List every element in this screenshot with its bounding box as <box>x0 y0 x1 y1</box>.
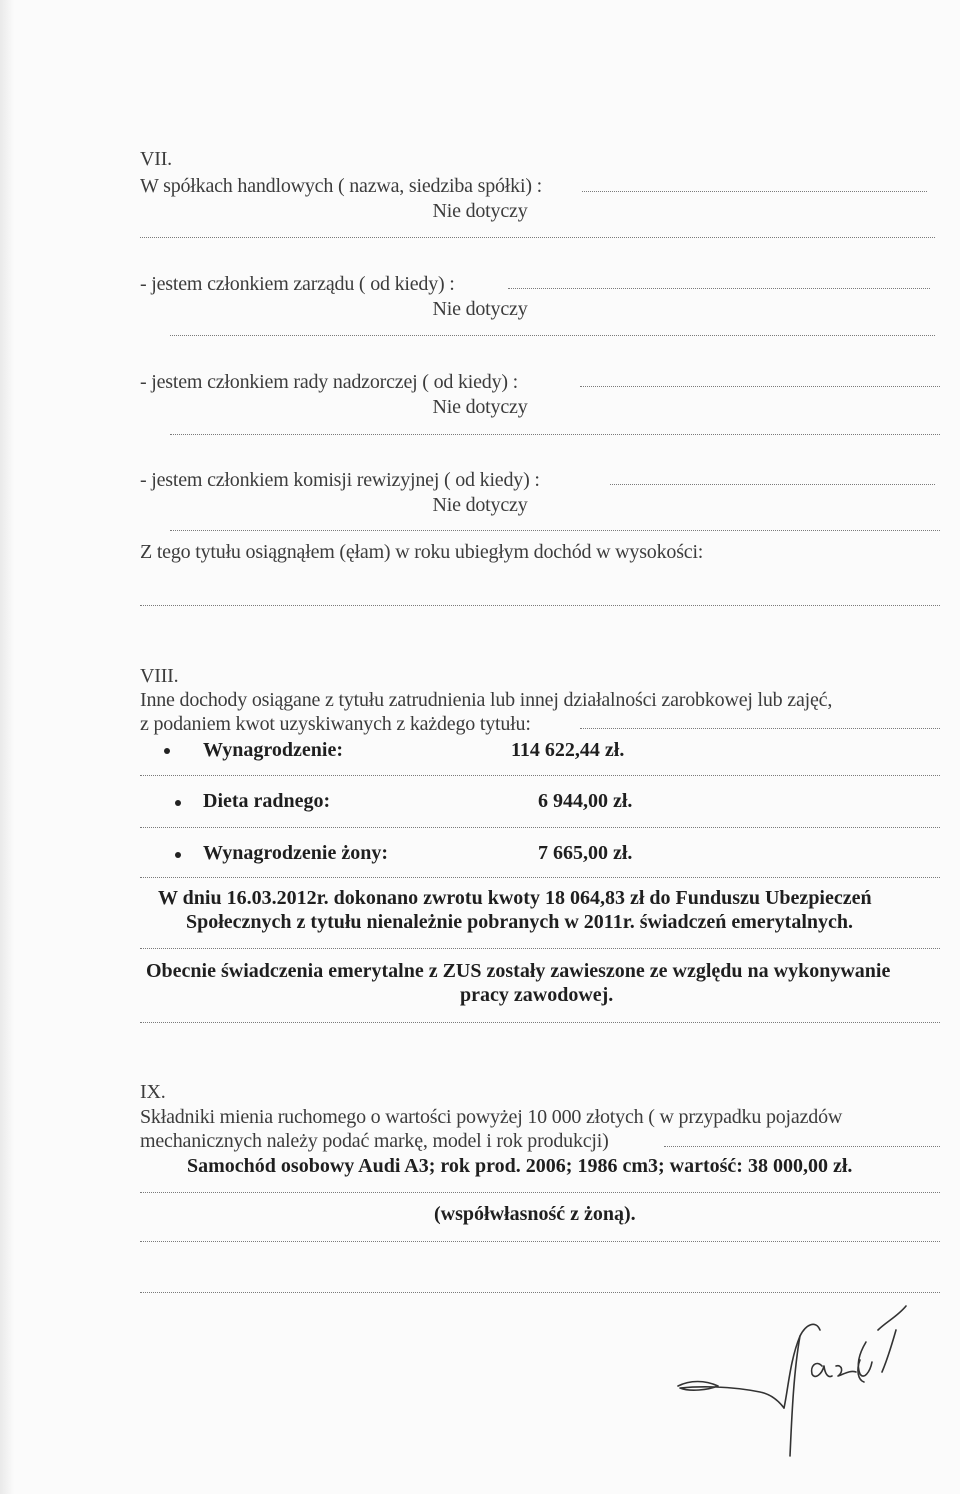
dotted-line <box>140 1292 940 1293</box>
dotted-line <box>140 877 940 878</box>
dotted-line <box>508 288 930 289</box>
audit-committee-label: - jestem członkiem komisji rewizyjnej ( od kiedy) : <box>140 469 540 491</box>
dotted-line <box>140 1241 940 1242</box>
income-item-value: 6 944,00 zł. <box>538 790 633 812</box>
bullet <box>175 800 181 806</box>
dotted-line <box>580 386 940 387</box>
dotted-line <box>140 1192 940 1193</box>
refund-note-line1: W dniu 16.03.2012r. dokonano zwrotu kwoty 18 064,83 zł do Funduszu Ubezpieczeń <box>158 887 872 909</box>
income-item-label: Wynagrodzenie: <box>203 739 343 761</box>
co-ownership-answer: (współwłasność z żoną). <box>434 1203 636 1225</box>
companies-answer: Nie dotyczy <box>432 200 528 222</box>
section-viii-heading: VIII. <box>140 665 179 687</box>
supervisory-board-label: - jestem członkiem rady nadzorczej ( od kiedy) : <box>140 371 519 393</box>
income-item-value: 7 665,00 zł. <box>538 842 633 864</box>
movable-property-line1: Składniki mienia ruchomego o wartości powyżej 10 000 złotych ( w przypadku pojazdów <box>140 1106 843 1128</box>
dotted-line <box>140 775 940 776</box>
supervisory-board-answer: Nie dotyczy <box>432 396 528 418</box>
refund-note-line2: Społecznych z tytułu nienależnie pobranych w 2011r. świadczeń emerytalnych. <box>186 911 854 933</box>
dotted-line <box>580 728 940 729</box>
bullet <box>164 748 170 754</box>
scan-edge-shadow <box>0 0 14 1494</box>
board-member-answer: Nie dotyczy <box>432 298 528 320</box>
handwritten-signature <box>660 1300 940 1470</box>
dotted-line <box>140 237 935 238</box>
dotted-line <box>582 191 927 192</box>
movable-property-line2: mechanicznych należy podać markę, model i rok produkcji) <box>140 1130 609 1152</box>
audit-committee-answer: Nie dotyczy <box>432 494 528 516</box>
dotted-line <box>140 1022 940 1023</box>
dotted-line <box>140 605 940 606</box>
dotted-line <box>170 434 940 435</box>
pension-note-line2: pracy zawodowej. <box>460 984 614 1006</box>
pension-note-line1: Obecnie świadczenia emerytalne z ZUS zostały zawieszone ze względu na wykonywanie <box>146 960 891 982</box>
section-ix-heading: IX. <box>140 1081 166 1103</box>
dotted-line <box>140 827 940 828</box>
dotted-line <box>170 530 940 531</box>
vehicle-answer: Samochód osobowy Audi A3; rok prod. 2006; 1986 cm3; wartość: 38 000,00 zł. <box>187 1155 853 1177</box>
other-income-line2: z podaniem kwot uzyskiwanych z każdego tytułu: <box>140 713 531 735</box>
company-income-label: Z tego tytułu osiągnąłem (ęłam) w roku ubiegłym dochód w wysokości: <box>140 541 704 563</box>
board-member-label: - jestem członkiem zarządu ( od kiedy) : <box>140 273 455 295</box>
income-item-label: Wynagrodzenie żony: <box>203 842 388 864</box>
bullet <box>175 852 181 858</box>
dotted-line <box>664 1146 940 1147</box>
dotted-line <box>170 335 935 336</box>
dotted-line <box>140 948 940 949</box>
section-vii-heading: VII. <box>140 148 172 170</box>
dotted-line <box>610 484 935 485</box>
income-item-label: Dieta radnego: <box>203 790 331 812</box>
companies-label: W spółkach handlowych ( nazwa, siedziba spółki) : <box>140 175 542 197</box>
income-item-value: 114 622,44 zł. <box>511 739 625 761</box>
other-income-line1: Inne dochody osiągane z tytułu zatrudnienia lub innej działalności zarobkowej lub zajęć, <box>140 689 833 711</box>
